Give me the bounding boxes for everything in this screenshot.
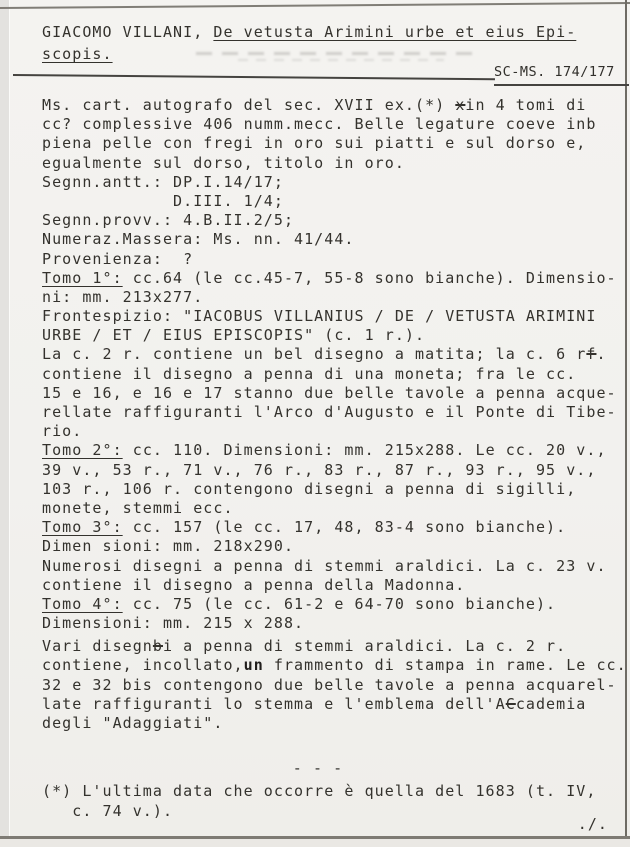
text-line — [42, 173, 630, 192]
text-segment: contiene il disegno a penna di una moneta; fra le cc. — [42, 364, 577, 383]
text-line — [42, 250, 630, 269]
text-segment: i a penna di stemmi araldici. La c. 2 r. — [162, 637, 567, 656]
text-segment: rio. — [42, 422, 83, 441]
text-segment: rellate raffiguranti l'Arco d'Augusto e il Ponte di Tibe- — [42, 403, 617, 421]
text-line — [42, 288, 630, 307]
text-line — [42, 676, 630, 695]
text-line — [42, 307, 630, 326]
text-segment: 39 v., 53 r., 71 v., 76 r., 83 r., 87 r., 93 r., 95 v., — [42, 460, 597, 479]
paper-edge-left — [0, 0, 10, 847]
document-header — [42, 21, 576, 65]
text-line — [42, 326, 630, 345]
text-segment: Ms. cart. autografo del sec. XVII ex.(*) — [42, 96, 456, 114]
document-body — [42, 96, 630, 834]
paper-edge-top — [0, 2, 630, 9]
text-segment: Tomo 2°: — [42, 441, 123, 460]
text-line — [42, 345, 630, 364]
text-segment: Dimen sioni: mm. 218x290. — [42, 537, 295, 556]
text-segment: b — [586, 115, 597, 134]
text-segment: Tomo 3°: — [42, 518, 123, 537]
text-line — [42, 230, 630, 249]
text-segment: in 4 tomi di — [465, 96, 587, 114]
text-segment: x — [455, 96, 466, 114]
text-segment: contiene, incollato, — [42, 656, 244, 675]
text-segment: (*) L'ultima data che occorre è quella del 1683 (t. IV, — [42, 782, 597, 801]
text-line — [42, 96, 630, 115]
text-segment: 32 e 32 bis contengono due belle tavole a penna acquarel- — [42, 675, 617, 694]
text-segment: f — [586, 345, 597, 364]
text-segment: - - - — [292, 759, 344, 778]
text-line — [42, 115, 630, 134]
text-line — [42, 557, 630, 576]
text-segment: cc. 110. Dimensioni: mm. 215x288. Le cc. 20 v., — [122, 441, 607, 460]
text-segment: cc.64 (le cc.45-7, 55-8 sono bianche). Dimensio- — [122, 268, 617, 287]
header-rule — [13, 74, 495, 80]
text-line — [42, 576, 630, 595]
line-gap — [42, 733, 630, 759]
text-line — [42, 441, 630, 460]
text-line — [42, 480, 630, 499]
text-segment: contiene il disegno a penna della Madonna. — [42, 575, 466, 594]
text-line — [42, 614, 630, 633]
text-segment: 15 e 16, e 16 e 17 stanno due belle tavole a penna acque- — [42, 383, 617, 402]
text-line — [42, 759, 630, 778]
text-segment: Numeraz.Massera: Ms. nn. 41/44. — [42, 230, 355, 249]
text-segment: . — [596, 345, 607, 364]
text-segment: b — [152, 637, 163, 656]
text-segment: cademia — [515, 694, 587, 713]
text-segment: un — [243, 656, 264, 675]
text-segment: URBE / ET / EIUS EPISCOPIS" (c. 1 r.). — [42, 326, 426, 345]
text-segment: De vetusta Arimini urbe et eius Epi- — [213, 23, 577, 41]
shelfmark: SC-MS. 174/177 — [494, 64, 629, 86]
text-line — [42, 695, 630, 714]
text-segment: cc. 157 (le cc. 17, 48, 83-4 sono bianche). — [122, 518, 567, 537]
text-segment: frammento di stampa in rame. Le cc. — [263, 656, 627, 675]
text-segment: cc? complessive 406 numm.mecc. Belle legature coeve in — [42, 115, 587, 134]
text-line — [42, 422, 630, 441]
text-segment: ni: mm. 213x277. — [42, 287, 204, 306]
paper-edge-bottom-band — [0, 839, 630, 847]
text-segment: Dimensioni: mm. 215 x 288. — [42, 614, 305, 633]
text-segment: La c. 2 r. contiene un bel disegno a matita; la c. 6 r — [42, 345, 587, 364]
text-line — [42, 365, 630, 384]
text-segment: scopis. — [42, 45, 113, 63]
text-line — [42, 595, 630, 614]
text-segment: GIACOMO VILLANI, — [42, 23, 214, 41]
text-segment: Tomo 4°: — [42, 594, 123, 613]
text-line — [42, 656, 630, 675]
text-segment: Provenienza: ? — [42, 249, 194, 268]
text-segment: Numerosi disegni a penna di stemmi araldici. La c. 23 v. — [42, 556, 607, 575]
text-segment: Segnn.provv.: 4.B.II.2/5; — [42, 211, 295, 230]
text-line — [42, 43, 576, 65]
text-line — [42, 154, 630, 173]
text-line — [42, 518, 630, 537]
text-segment: degli "Adaggiati". — [42, 714, 224, 732]
text-line — [42, 714, 630, 733]
text-line — [42, 21, 576, 43]
text-line — [42, 192, 630, 211]
text-segment: Segnn.antt.: DP.I.14/17; — [42, 172, 284, 191]
text-line — [42, 134, 630, 153]
text-line — [42, 537, 630, 556]
text-segment: c. 74 v.). — [42, 801, 174, 820]
text-line — [42, 637, 630, 656]
text-line — [42, 499, 630, 518]
text-segment: C — [505, 694, 516, 713]
text-segment: 103 r., 106 r. contengono disegni a penna di sigilli, — [42, 479, 577, 498]
text-segment: Tomo 1°: — [42, 268, 123, 287]
text-segment: monete, stemmi ecc. — [42, 498, 234, 517]
text-segment: D.III. 1/4; — [42, 191, 284, 210]
text-segment: Vari disegn — [42, 637, 153, 656]
text-segment: egualmente sul dorso, titolo in oro. — [42, 153, 405, 172]
text-line — [42, 461, 630, 480]
text-segment: cc. 75 (le cc. 61-2 e 64-70 sono bianche). — [122, 594, 557, 613]
text-line — [42, 211, 630, 230]
text-segment: piena pelle con fregi in oro sui piatti e sul dorso e, — [42, 134, 587, 153]
text-segment: ./. — [577, 814, 608, 833]
text-line — [42, 403, 630, 422]
text-line — [42, 269, 630, 288]
text-segment: late raffiguranti lo stemma e l'emblema dell'A — [42, 694, 506, 713]
text-line — [42, 384, 630, 403]
text-segment: Frontespizio: "IACOBUS VILLANIUS / DE / VETUSTA ARIMINI — [42, 307, 597, 326]
text-line — [42, 782, 630, 801]
